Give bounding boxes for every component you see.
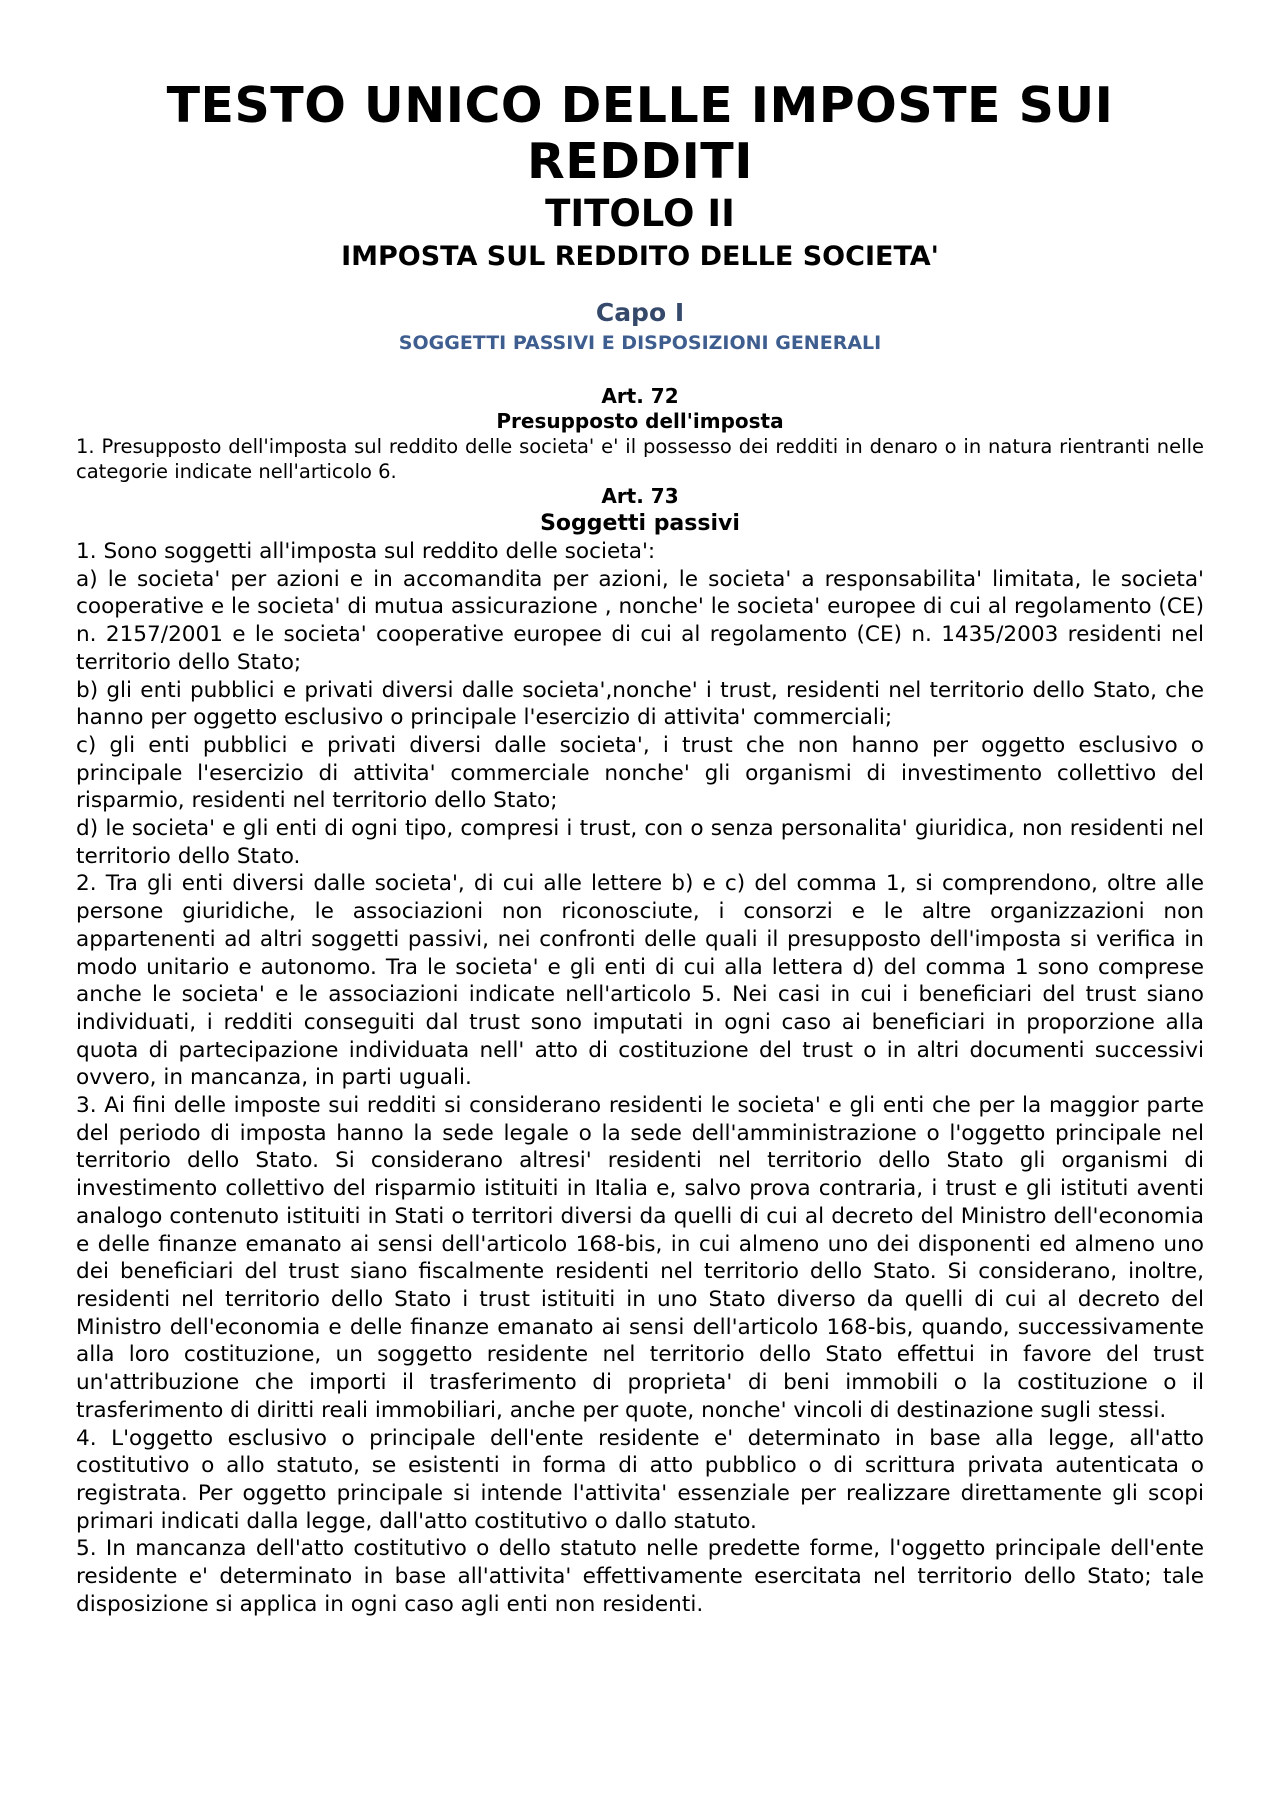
capo-subtitle: SOGGETTI PASSIVI E DISPOSIZIONI GENERALI (398, 332, 882, 354)
article-paragraph: 3. Ai fini delle imposte sui redditi si considerano residenti le societa' e gli enti che per la maggior parte del periodo di imposta hanno la sede legale o la sede dell'amministrazione o l'oggetto principale nel territorio dello Stato. Si considerano altresi' residenti nel territorio dello Stato gli organismi di investimento collettivo del risparmio istituiti in Italia e, salvo prova contraria, i trust e gli istituti aventi analogo contenuto istituiti in Stati o territori diversi da quelli di cui al decreto del Ministro dell'economia e delle finanze emanato ai sensi dell'articolo 168-bis, in cui almeno uno dei disponenti ed almeno uno dei beneficiari del trust siano fiscalmente residenti nel territorio dello Stato. Si considerano, inoltre, residenti nel territorio dello Stato i trust istituiti in uno Stato diverso da quelli di cui al decreto del Ministro dell'economia e delle finanze emanato ai sensi dell'articolo 168-bis, quando, successivamente alla loro costituzione, un soggetto residente nel territorio dello Stato effettui in favore del trust un'attribuzione che importi il trasferimento di proprieta' di beni immobili o la costituzione o il trasferimento di diritti reali immobiliari, anche per quote, nonche' vincoli di destinazione sugli stessi. (76, 1093, 1204, 1423)
article-number: Art. 73 (601, 484, 679, 508)
article-paragraph: b) gli enti pubblici e privati diversi dalle societa',nonche' i trust, residenti nel territorio dello Stato, che hanno per oggetto esclusivo o principale l'esercizio di attivita' commerciali; (76, 677, 1204, 731)
article-paragraph: 1. Sono soggetti all'imposta sul reddito delle societa': (76, 539, 656, 564)
capo-heading: Capo I (595, 298, 685, 327)
titolo-heading: TITOLO II (545, 192, 735, 235)
article-heading: Presupposto dell'imposta (496, 409, 784, 433)
article-paragraph: 1. Presupposto dell'imposta sul reddito delle societa' e' il possesso dei redditi in denaro o in natura rientranti nelle categorie indicate nell'articolo 6. (76, 435, 1204, 483)
article-paragraph: 4. L'oggetto esclusivo o principale dell'ente residente e' determinato in base alla legge, all'atto costitutivo o allo statuto, se esistenti in forma di atto pubblico o di scrittura privata autenticata o registrata. Per oggetto principale si intende l'attivita' essenziale per realizzare direttamente gli scopi primari indicati dalla legge, dall'atto costitutivo o dallo statuto. (76, 1425, 1204, 1534)
titolo-subtitle: IMPOSTA SUL REDDITO DELLE SOCIETA' (341, 241, 939, 272)
article-heading: Soggetti passivi (540, 511, 740, 536)
article-paragraph: 5. In mancanza dell'atto costitutivo o dello statuto nelle predette forme, l'oggetto principale dell'ente residente e' determinato in base all'attivita' effettivamente esercitata nel territorio dello Stato; tale disposizione si applica in ogni caso agli enti non residenti. (76, 1536, 1204, 1617)
document-title: TESTO UNICO DELLE IMPOSTE SUI REDDITI (166, 77, 1114, 190)
article-paragraph: c) gli enti pubblici e privati diversi dalle societa', i trust che non hanno per oggetto esclusivo o principale l'esercizio di attivita' commerciale nonche' gli organismi di investimento collettivo del risparmio, residenti nel territorio dello Stato; (76, 732, 1204, 814)
article-number: Art. 72 (601, 384, 679, 408)
article-paragraph: d) le societa' e gli enti di ogni tipo, compresi i trust, con o senza personalita' giuridica, non residenti nel territorio dello Stato. (76, 816, 1204, 869)
article-paragraph: 2. Tra gli enti diversi dalle societa', di cui alle lettere b) e c) del comma 1, si comprendono, oltre alle persone giuridiche, le associazioni non riconosciute, i consorzi e le altre organizzazioni non appartenenti ad altri soggetti passivi, nei confronti delle quali il presupposto dell'imposta si verifica in modo unitario e autonomo. Tra le societa' e gli enti di cui alla lettera d) del comma 1 sono comprese anche le societa' e le associazioni indicate nell'articolo 5. Nei casi in cui i beneficiari del trust siano individuati, i redditi conseguiti dal trust sono imputati in ogni caso ai beneficiari in proporzione alla quota di partecipazione individuata nell' atto di costituzione del trust o in altri documenti successivi ovvero, in mancanza, in parti uguali. (76, 871, 1204, 1091)
article-72 (76, 384, 1204, 484)
article-paragraph: a) le societa' per azioni e in accomandita per azioni, le societa' a responsabilita' limitata, le societa' cooperative e le societa' di mutua assicurazione , nonche' le societa' europee di cui al regolamento (CE) n. 2157/2001 e le societa' cooperative europee di cui al regolamento (CE) n. 1435/2003 residenti nel territorio dello Stato; (76, 566, 1204, 675)
article-73 (76, 484, 1204, 1618)
